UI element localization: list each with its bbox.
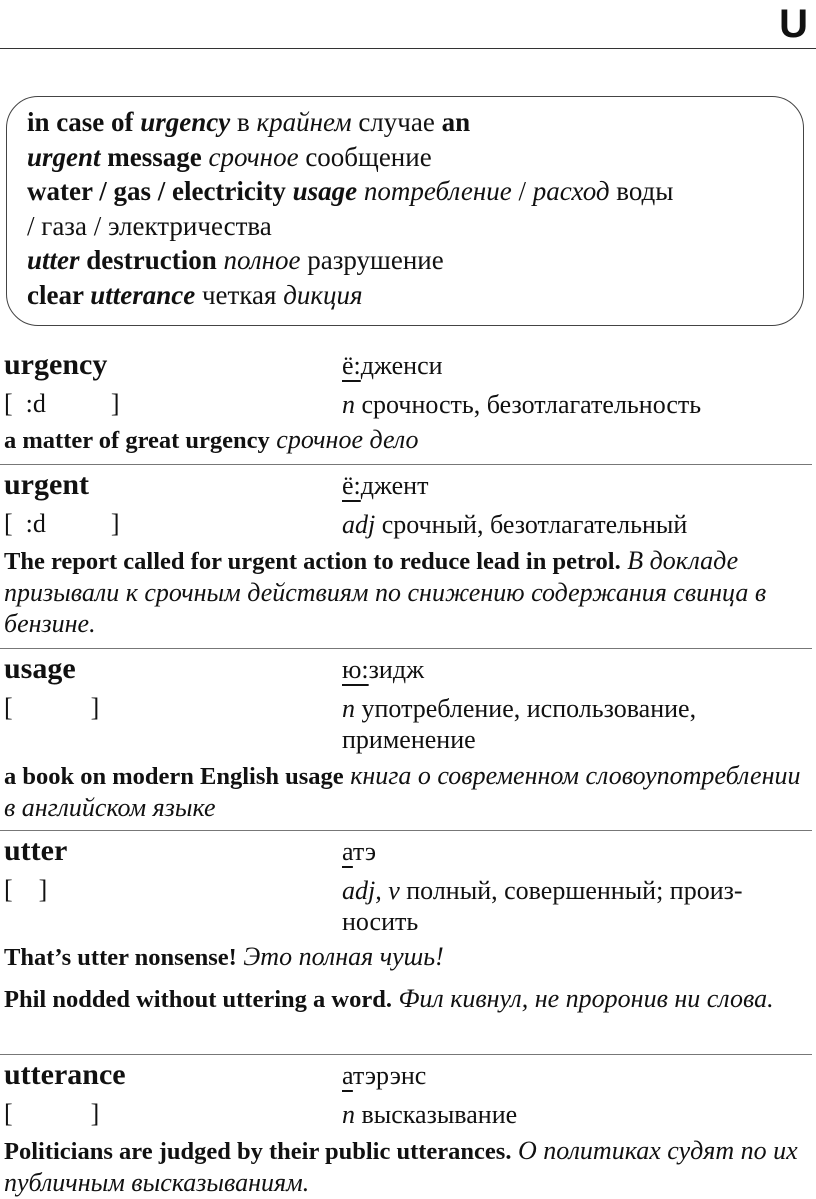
phrase-segment: urgency (140, 107, 231, 137)
stressed-sound: а (342, 837, 353, 866)
phrase-segment: расход (532, 176, 610, 206)
definition-text: высказывание (355, 1100, 518, 1129)
example-english: That’s utter nonsense! (4, 944, 237, 971)
phrase-segment: utter (27, 245, 80, 275)
phrase-segment: потребление (357, 176, 512, 206)
example (4, 1135, 804, 1198)
phrase-segment: / (511, 176, 533, 206)
pronunciation (342, 1061, 426, 1091)
part-of-speech: adj, v (342, 876, 400, 905)
pronunciation (342, 837, 376, 867)
part-of-speech: adj (342, 510, 376, 539)
phrase-segment: urgent (27, 141, 101, 172)
example-translation: О политиках судят по их публичным высказываниям. (4, 1136, 798, 1197)
headword: urgency (4, 348, 108, 381)
phrase-box (6, 96, 804, 326)
headword: urgent (4, 468, 89, 501)
phrase-segment: срочное (208, 141, 299, 172)
pronunciation (342, 351, 443, 381)
pronunciation-rest: зидж (368, 655, 425, 684)
example-translation: книга о современном словоупотреблении в английском языке (4, 761, 801, 822)
phrase-segment: clear (27, 279, 91, 310)
phrase-segment: дикция (283, 279, 363, 310)
phrase-line (27, 278, 803, 313)
page-letter: U (779, 2, 808, 46)
example (4, 545, 804, 639)
phrase-segment: крайнем (256, 107, 352, 137)
example-translation: срочное дело (276, 425, 419, 454)
example (4, 760, 804, 823)
part-of-speech: n (342, 694, 355, 723)
phrase-segment: usage (292, 176, 358, 206)
example-translation: Это полная чушь! (243, 942, 444, 971)
phrase-segment: an (441, 107, 471, 137)
stressed-sound: а (342, 1061, 353, 1090)
stressed-sound: ё: (342, 471, 361, 500)
top-rule (0, 48, 816, 49)
phrase-segment: сообщение (298, 141, 432, 172)
headword: usage (4, 652, 76, 685)
phrase-segment: в (230, 107, 257, 137)
definition (342, 389, 802, 420)
example-translation: Фил кивнул, не проронив ни слова. (398, 984, 774, 1013)
example (4, 941, 804, 973)
phrase-segment: water / gas / electricity (27, 176, 293, 206)
example (4, 983, 804, 1015)
part-of-speech: n (342, 390, 355, 419)
phrase-segment: воды (609, 176, 674, 206)
example-english: Phil nodded without uttering a word. (4, 986, 392, 1013)
pronunciation-rest: тэрэнс (352, 1061, 427, 1090)
phrase-segment: разрушение (300, 245, 444, 275)
definition (342, 693, 742, 755)
entry-separator (0, 464, 812, 465)
example-english: Politicians are judged by their public utterances. (4, 1138, 512, 1165)
phrase-line (27, 105, 803, 140)
phrase-line (27, 243, 803, 278)
transcription: [ :d ] (4, 389, 120, 418)
pronunciation-rest: дженси (360, 351, 443, 380)
pronunciation-rest: джент (360, 471, 429, 500)
phrase-segment: полное (223, 245, 301, 275)
pronunciation (342, 471, 428, 501)
entry-separator (0, 830, 812, 831)
transcription: [ ] (4, 875, 48, 904)
transcription: [ :d ] (4, 509, 120, 538)
phrase-segment: / газа / электричества (27, 210, 272, 241)
example-translation: В докладе призывали к срочным действиям по снижению содержания свинца в бензине. (4, 546, 767, 638)
phrase-segment: message (100, 141, 209, 172)
phrase-segment: destruction (79, 245, 224, 275)
phrase-segment: случае (351, 107, 442, 137)
transcription: [ ] (4, 1099, 100, 1128)
phrase-line (27, 174, 803, 209)
phrase-line (27, 140, 803, 175)
definition-text: употребление, использование, применение (342, 694, 697, 754)
definition (342, 1099, 802, 1130)
stressed-sound: ё: (342, 351, 361, 380)
example-english: a matter of great urgency (4, 427, 270, 454)
part-of-speech: n (342, 1100, 355, 1129)
example (4, 424, 804, 456)
phrase-line (27, 209, 803, 244)
phrase-segment: in case of (27, 107, 141, 137)
headword: utterance (4, 1058, 126, 1091)
phrase-segment: utterance (90, 279, 196, 310)
headword: utter (4, 834, 68, 867)
entry-separator (0, 648, 812, 649)
example-english: The report called for urgent action to reduce lead in petrol. (4, 548, 621, 575)
stressed-sound: ю: (342, 655, 369, 684)
phrase-segment: четкая (195, 279, 284, 310)
transcription: [ ] (4, 693, 100, 722)
definition (342, 875, 802, 937)
definition-text: полный, совершенный; произносить (342, 876, 743, 936)
example-english: a book on modern English usage (4, 763, 344, 790)
pronunciation (342, 655, 424, 685)
entry-separator (0, 1054, 812, 1055)
definition-text: срочный, безотлагательный (375, 510, 688, 539)
definition-text: срочность, безотлагательность (355, 390, 702, 419)
pronunciation-rest: тэ (352, 837, 377, 866)
definition (342, 509, 802, 540)
